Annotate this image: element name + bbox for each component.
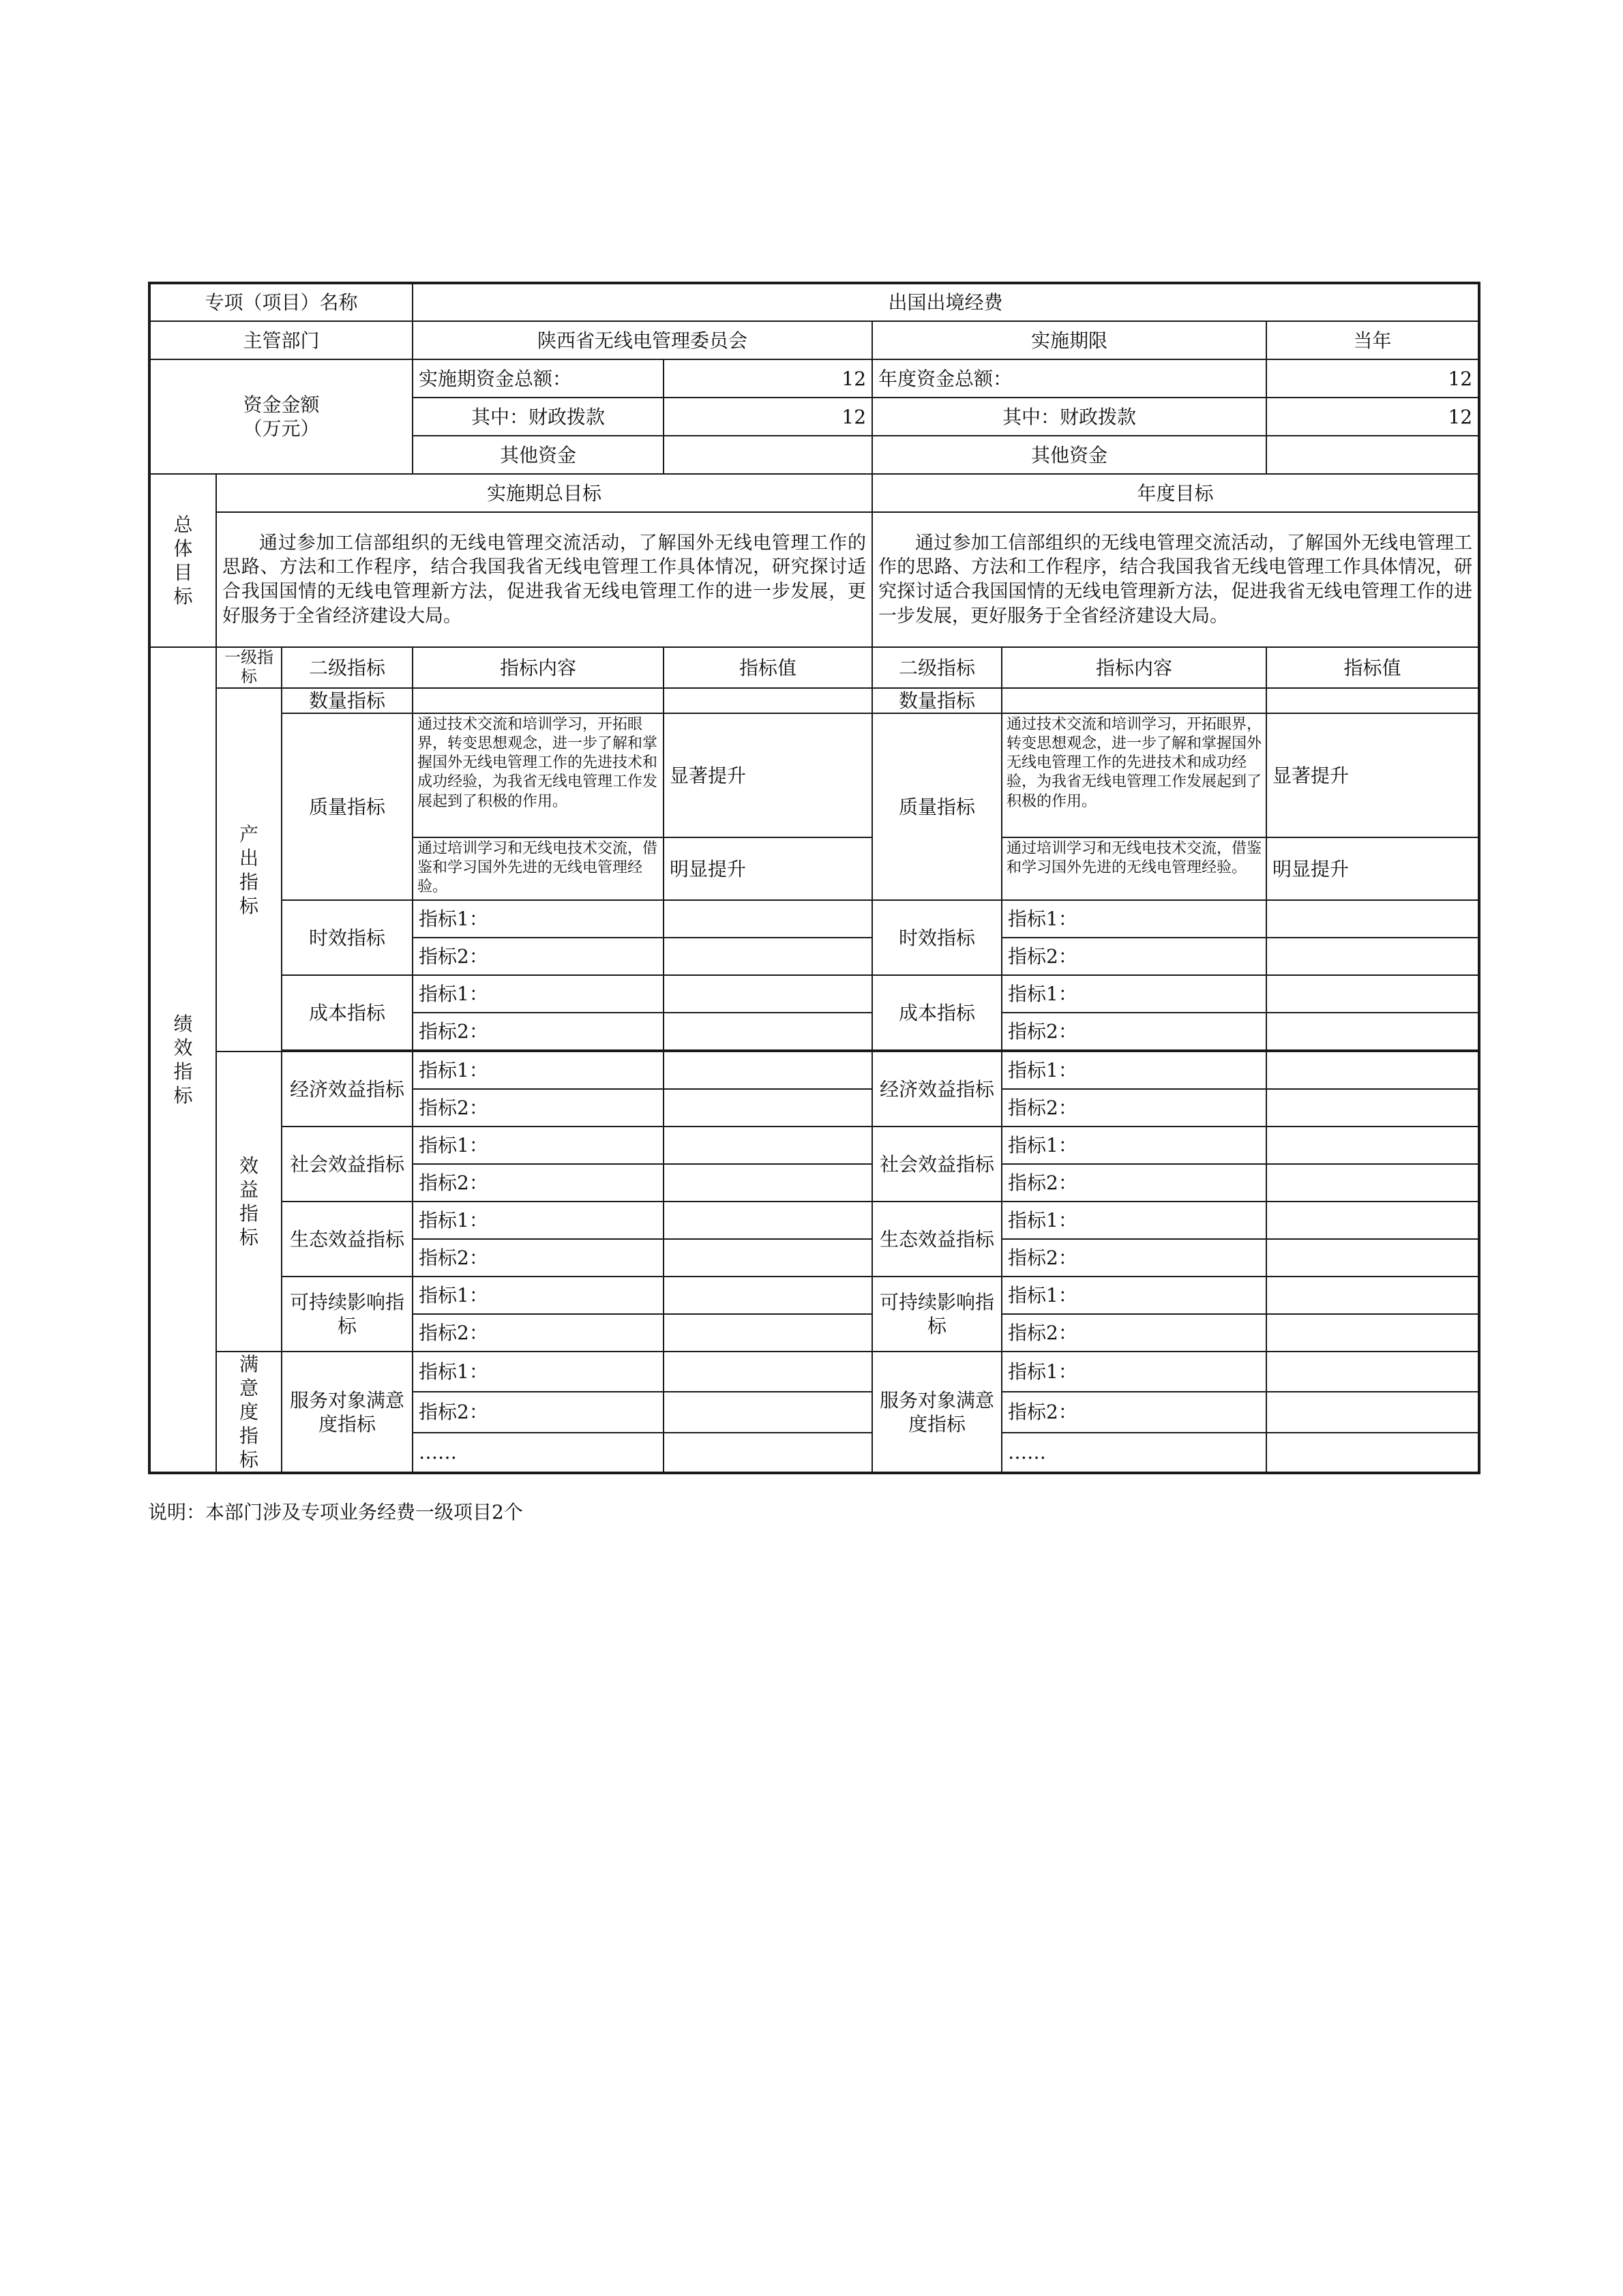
row-quantity — [149, 688, 1479, 713]
indicator-value-cell — [664, 1277, 872, 1314]
year-fiscal-value: 12 — [1266, 398, 1479, 436]
year-fiscal-label: 其中：财政拨款 — [872, 398, 1266, 436]
funds-label-line2: （万元） — [243, 417, 320, 440]
quality-value-1-impl: 显著提升 — [664, 713, 872, 837]
quantity-value-impl — [664, 688, 872, 713]
indicator-value-cell — [1266, 900, 1479, 938]
quality-content-2-year: 通过培训学习和无线电技术交流，借鉴和学习国外先进的无线电管理经验。 — [1002, 837, 1266, 900]
economic-label-year: 经济效益指标 — [872, 1052, 1002, 1127]
indicator2-text: 指标2： — [413, 1089, 664, 1127]
indicator-value-cell — [1266, 1433, 1479, 1473]
indicator2-text: 指标2： — [1002, 1392, 1266, 1432]
quantity-content-year — [1002, 688, 1266, 713]
indicator1-text: 指标1： — [1002, 900, 1266, 938]
row-economic-1 — [149, 1052, 1479, 1089]
indicator2-text: 指标2： — [413, 1392, 664, 1432]
indicator2-text: 指标2： — [1002, 1314, 1266, 1352]
indicator1-text: 指标1： — [413, 975, 664, 1013]
indicator1-text: 指标1： — [413, 1052, 664, 1089]
indicator1-text: 指标1： — [1002, 975, 1266, 1013]
indicator-value-cell — [1266, 1392, 1479, 1432]
indicator-value-cell — [1266, 1052, 1479, 1089]
row-social-1 — [149, 1127, 1479, 1164]
department-label: 主管部门 — [149, 321, 413, 359]
department-value: 陕西省无线电管理委员会 — [413, 321, 872, 359]
indicator-value-cell — [1266, 1314, 1479, 1352]
sustainable-label-year: 可持续影响指标 — [872, 1277, 1002, 1352]
quality-value-1-year: 显著提升 — [1266, 713, 1479, 837]
indicator-value-cell — [664, 975, 872, 1013]
quantity-value-year — [1266, 688, 1479, 713]
indicator-value-cell — [1266, 1089, 1479, 1127]
indicator-value-cell — [664, 1239, 872, 1277]
ellipsis-text: …… — [1002, 1433, 1266, 1473]
footer-note: 说明：本部门涉及专项业务经费一级项目2个 — [148, 1501, 523, 1523]
quality-content-1-impl: 通过技术交流和培训学习，开拓眼界，转变思想观念，进一步了解和掌握国外无线电管理工作的先进技术和成功经验，为我省无线电管理工作发展起到了积极的作用。 — [413, 713, 664, 837]
indicator-value-cell — [664, 1013, 872, 1050]
indicator-value-cell — [1266, 1127, 1479, 1164]
indicator1-text: 指标1： — [1002, 1052, 1266, 1089]
quality-label-impl: 质量指标 — [282, 713, 413, 900]
quality-content-1-year: 通过技术交流和培训学习，开拓眼界，转变思想观念，进一步了解和掌握国外无线电管理工作的先进技术和成功经验，为我省无线电管理工作发展起到了积极的作用。 — [1002, 713, 1266, 837]
impl-fiscal-label: 其中：财政拨款 — [413, 398, 664, 436]
timeliness-label-year: 时效指标 — [872, 900, 1002, 975]
col-value-year: 指标值 — [1266, 647, 1479, 688]
row-timeliness-1 — [149, 900, 1479, 938]
indicator-value-cell — [664, 1089, 872, 1127]
indicator1-text: 指标1： — [413, 1202, 664, 1239]
quality-content-2-impl: 通过培训学习和无线电技术交流，借鉴和学习国外先进的无线电管理经验。 — [413, 837, 664, 900]
indicator2-text: 指标2： — [1002, 1089, 1266, 1127]
indicator-value-cell — [1266, 975, 1479, 1013]
impl-other-value — [664, 436, 872, 474]
ecological-label-impl: 生态效益指标 — [282, 1202, 413, 1277]
economic-label-impl: 经济效益指标 — [282, 1052, 413, 1127]
output-label: 产出指标 — [216, 688, 282, 1052]
indicator2-text: 指标2： — [413, 1239, 664, 1277]
year-other-label: 其他资金 — [872, 436, 1266, 474]
row-department — [149, 321, 1479, 359]
indicator-value-cell — [664, 1052, 872, 1089]
ecological-label-year: 生态效益指标 — [872, 1202, 1002, 1277]
cost-label-impl: 成本指标 — [282, 975, 413, 1050]
year-total-value: 12 — [1266, 359, 1479, 398]
quality-label-year: 质量指标 — [872, 713, 1002, 900]
impl-total-label: 实施期资金总额： — [413, 359, 664, 398]
quality-value-2-impl: 明显提升 — [664, 837, 872, 900]
funds-label — [149, 359, 413, 474]
indicator-value-cell — [664, 1352, 872, 1392]
indicator1-text: 指标1： — [1002, 1277, 1266, 1314]
indicator-value-cell — [1266, 1277, 1479, 1314]
col-level2-impl: 二级指标 — [282, 647, 413, 688]
quantity-content-impl — [413, 688, 664, 713]
indicator-value-cell — [664, 1164, 872, 1202]
indicator2-text: 指标2： — [413, 938, 664, 975]
funds-label-line1: 资金金额 — [243, 393, 320, 416]
indicator2-text: 指标2： — [1002, 1239, 1266, 1277]
indicator1-text: 指标1： — [1002, 1352, 1266, 1392]
row-project-name — [149, 283, 1479, 321]
indicator1-text: 指标1： — [413, 1352, 664, 1392]
satisfaction-label: 满意度指标 — [216, 1352, 282, 1473]
indicator-value-cell — [1266, 1202, 1479, 1239]
indicator-value-cell — [1266, 1239, 1479, 1277]
indicator-value-cell — [1266, 1352, 1479, 1392]
indicator-value-cell — [664, 1433, 872, 1473]
row-quality-1 — [149, 713, 1479, 837]
quality-value-2-year: 明显提升 — [1266, 837, 1479, 900]
social-label-impl: 社会效益指标 — [282, 1127, 413, 1202]
ellipsis-text: …… — [413, 1433, 664, 1473]
row-perf-header — [149, 647, 1479, 688]
timeliness-label-impl: 时效指标 — [282, 900, 413, 975]
period-value: 当年 — [1266, 321, 1479, 359]
project-name-label: 专项（项目）名称 — [149, 283, 413, 321]
impl-goal-heading: 实施期总目标 — [216, 474, 872, 512]
indicator-value-cell — [664, 1202, 872, 1239]
quantity-label-impl: 数量指标 — [282, 688, 413, 713]
col-content-impl: 指标内容 — [413, 647, 664, 688]
indicator2-text: 指标2： — [1002, 1013, 1266, 1050]
goals-section-label: 总体目标 — [149, 474, 216, 647]
indicator2-text: 指标2： — [1002, 938, 1266, 975]
col-value-impl: 指标值 — [664, 647, 872, 688]
social-label-year: 社会效益指标 — [872, 1127, 1002, 1202]
year-goal-text: 通过参加工信部组织的无线电管理交流活动，了解国外无线电管理工作的思路、方法和工作程序，结合我国我省无线电管理工作具体情况，研究探讨适合我国国情的无线电管理新方法，促进我省无线电管理工作的进一步发展，更好服务于全省经济建设大局。 — [872, 512, 1479, 647]
project-name-value: 出国出境经费 — [413, 283, 1479, 321]
impl-other-label: 其他资金 — [413, 436, 664, 474]
performance-target-table — [148, 282, 1480, 1474]
service-label-impl: 服务对象满意度指标 — [282, 1352, 413, 1473]
indicator-value-cell — [664, 1392, 872, 1432]
year-other-value — [1266, 436, 1479, 474]
perf-section-label: 绩效指标 — [149, 647, 216, 1473]
indicator1-text: 指标1： — [1002, 1127, 1266, 1164]
col-content-year: 指标内容 — [1002, 647, 1266, 688]
col-level1: 一级指标 — [216, 647, 282, 688]
row-satisfaction-1 — [149, 1352, 1479, 1392]
indicator1-text: 指标1： — [413, 1277, 664, 1314]
indicator-value-cell — [664, 1127, 872, 1164]
indicator2-text: 指标2： — [413, 1314, 664, 1352]
col-level2-year: 二级指标 — [872, 647, 1002, 688]
indicator-value-cell — [664, 938, 872, 975]
indicator-value-cell — [664, 1314, 872, 1352]
row-sustainable-1 — [149, 1277, 1479, 1314]
quantity-label-year: 数量指标 — [872, 688, 1002, 713]
row-ecological-1 — [149, 1202, 1479, 1239]
indicator2-text: 指标2： — [413, 1164, 664, 1202]
year-goal-heading: 年度目标 — [872, 474, 1479, 512]
indicator1-text: 指标1： — [413, 900, 664, 938]
indicator-value-cell — [1266, 1164, 1479, 1202]
indicator1-text: 指标1： — [413, 1127, 664, 1164]
impl-goal-text: 通过参加工信部组织的无线电管理交流活动，了解国外无线电管理工作的思路、方法和工作程序，结合我国我省无线电管理工作具体情况，研究探讨适合我国国情的无线电管理新方法，促进我省无线电管理工作的进一步发展，更好服务于全省经济建设大局。 — [216, 512, 872, 647]
row-goals-text — [149, 512, 1479, 647]
row-cost-1 — [149, 975, 1479, 1013]
row-funds-total — [149, 359, 1479, 398]
indicator2-text: 指标2： — [1002, 1164, 1266, 1202]
year-total-label: 年度资金总额： — [872, 359, 1266, 398]
impl-fiscal-value: 12 — [664, 398, 872, 436]
indicator-value-cell — [1266, 938, 1479, 975]
period-label: 实施期限 — [872, 321, 1266, 359]
indicator1-text: 指标1： — [1002, 1202, 1266, 1239]
benefit-label: 效益指标 — [216, 1052, 282, 1352]
service-label-year: 服务对象满意度指标 — [872, 1352, 1002, 1473]
sustainable-label-impl: 可持续影响指标 — [282, 1277, 413, 1352]
row-goals-heading — [149, 474, 1479, 512]
indicator-value-cell — [664, 900, 872, 938]
performance-form — [148, 282, 1478, 1474]
cost-label-year: 成本指标 — [872, 975, 1002, 1050]
indicator-value-cell — [1266, 1013, 1479, 1050]
indicator2-text: 指标2： — [413, 1013, 664, 1050]
impl-total-value: 12 — [664, 359, 872, 398]
